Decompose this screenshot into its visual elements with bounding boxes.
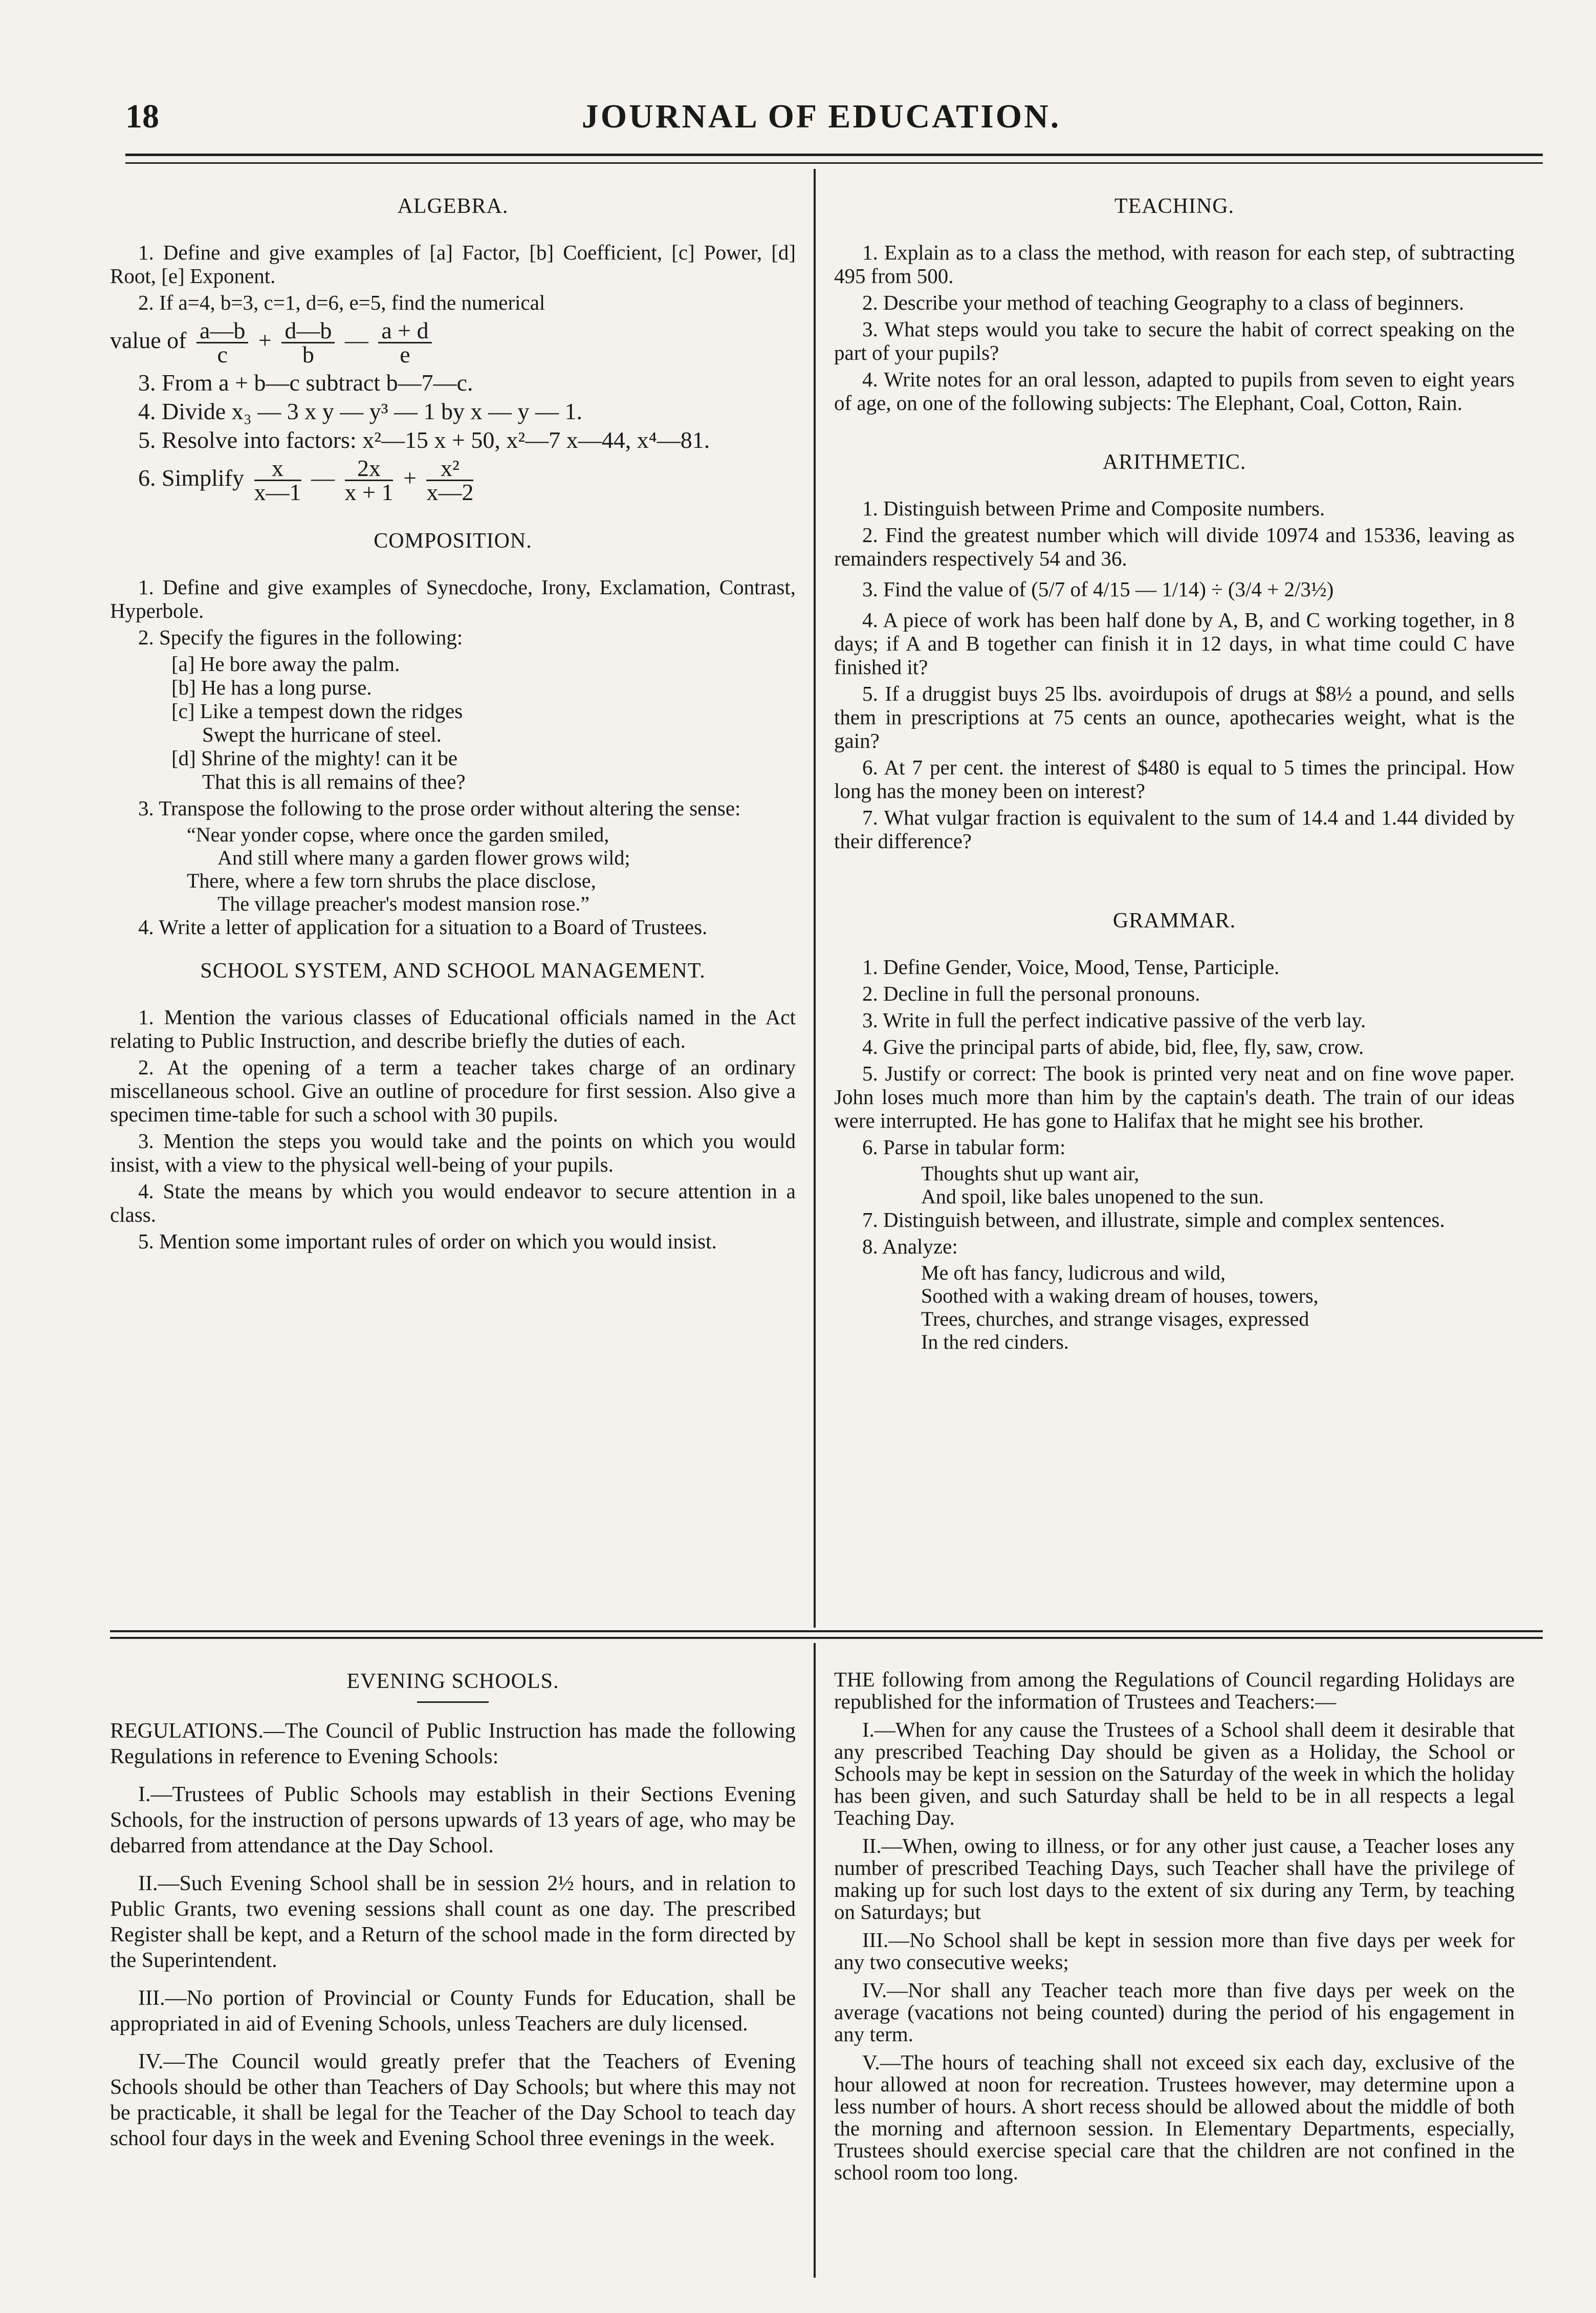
grammar-q2: 2. Decline in full the personal pronouns. — [862, 982, 1200, 1005]
grammar-q7: 7. Distinguish between, and illustrate, simple and complex sentences. — [862, 1208, 1445, 1231]
list-item: [a] He bore away the palm. — [171, 652, 400, 676]
teaching-section — [834, 194, 1515, 415]
grammar-q3: 3. Write in full the perfect indicative passive of the verb lay. — [862, 1008, 1366, 1032]
teaching-q1: 1. Explain as to a class the method, with reason for each step, of subtracting 495 from 500. — [834, 241, 1515, 288]
holidays-reg-1: I.—When for any cause the Trustees of a School shall deem it desirable that any prescribed Teaching Day should be given as a Holiday, the School or Schools may be kept in session on the Saturday of the week in which the holiday has been given, and such Saturday shall be held to be in all respects a legal Teaching Day. — [834, 1718, 1515, 1829]
verse-line: In the red cinders. — [921, 1330, 1069, 1353]
right-column-bottom — [834, 1669, 1515, 2190]
evening-schools-reg-2: II.—Such Evening School shall be in session 2½ hours, and in relation to Public Grants, two evening sessions shall count as one day. The prescribed Register shall be kept, and a Return of the school made in the form directed by the Superintendent. — [110, 1872, 796, 1972]
evening-schools-section — [110, 1669, 796, 2151]
verse-line: There, where a few torn shrubs the place disclose, — [187, 869, 596, 892]
algebra-q6-label: 6. Simplify — [138, 465, 245, 491]
algebra-q4: 4. Divide x₃ — 3 x y — y³ — 1 by x — y — 1. — [138, 398, 583, 424]
composition-q2: 2. Specify the figures in the following: — [138, 625, 463, 649]
school-system-q3: 3. Mention the steps you would take and the points on which you would insist, with a view to the physical well-being of your pupils. — [110, 1129, 796, 1176]
fraction: $\frac{a + d}{e}$ — [378, 319, 431, 366]
arithmetic-heading: ARITHMETIC. — [1102, 450, 1247, 474]
page-number: 18 — [125, 98, 159, 135]
school-system-section — [110, 959, 796, 1253]
right-column-top — [834, 194, 1515, 1353]
evening-schools-reg-1: I.—Trustees of Public Schools may establish in their Sections Evening Schools, for the instruction of persons upwards of 13 years of age, who may be debarred from attendance at the Day School. — [110, 1783, 796, 1857]
list-item: [d] Shrine of the mighty! can it be — [171, 746, 458, 770]
verse-line: Thoughts shut up want air, — [921, 1162, 1140, 1185]
section-divider-rule-2 — [110, 1637, 1543, 1639]
grammar-q1: 1. Define Gender, Voice, Mood, Tense, Participle. — [862, 955, 1280, 979]
grammar-q5: 5. Justify or correct: The book is printed very neat and on fine wove paper. John loses much more than him by the captain's death. The train of our ideas were interrupted. He has gone to Halifax that he might see his brother. — [834, 1062, 1515, 1132]
holidays-section — [834, 1669, 1515, 2184]
algebra-q3: 3. From a + b—c subtract b—7—c. — [138, 370, 473, 396]
holidays-reg-4: IV.—Nor shall any Teacher teach more than five days per week on the average (vacations not being counted) during the period of his engagement in any term. — [834, 1978, 1515, 2046]
grammar-q8-verse — [921, 1261, 1515, 1353]
school-system-q5: 5. Mention some important rules of order on which you would insist. — [138, 1229, 717, 1253]
grammar-section — [834, 909, 1515, 1353]
arithmetic-q1: 1. Distinguish between Prime and Composite numbers. — [862, 496, 1325, 520]
composition-q2-list — [171, 652, 796, 793]
composition-heading: COMPOSITION. — [374, 529, 532, 553]
verse-line: “Near yonder copse, where once the garden smiled, — [187, 823, 609, 846]
evening-schools-heading: EVENING SCHOOLS. — [346, 1670, 559, 1693]
list-item: That this is all remains of thee? — [202, 770, 466, 793]
algebra-q1: 1. Define and give examples of [a] Factor, [b] Coefficient, [c] Power, [d] Root, [e] Exponent. — [110, 241, 796, 288]
fraction: $\frac{\text{x²}}{x—2}$ — [426, 455, 474, 505]
holidays-reg-5: V.—The hours of teaching shall not exceed six each day, exclusive of the hour allowed at noon for recreation. Trustees however, may determine upon a less number of hours. A short recess should be allowed about the middle of both the morning and afternoon session. In Elementary Departments, especially, Trustees should exercise special care that the children are not confined in the school room too long. — [834, 2050, 1515, 2184]
algebra-q2-expression — [110, 319, 796, 366]
header-rule — [125, 154, 1543, 164]
operator: + — [258, 327, 272, 354]
algebra-q5: 5. Resolve into factors: x²—15 x + 50, x²—7 x—44, x⁴—81. — [138, 427, 710, 453]
school-system-q2: 2. At the opening of a term a teacher takes charge of an ordinary miscellaneous school. Give an outline of procedure for first session. Also give a specimen time-table for such a school with 30 pupils. — [110, 1055, 796, 1126]
composition-q1: 1. Define and give examples of Synecdoche, Irony, Exclamation, Contrast, Hyperbole. — [110, 575, 796, 622]
grammar-q8: 8. Analyze: — [862, 1235, 958, 1258]
evening-schools-reg-3: III.—No portion of Provincial or County Funds for Education, shall be appropriated in aid of Evening Schools, unless Teachers are duly licensed. — [110, 1986, 796, 2036]
composition-q4: 4. Write a letter of application for a situation to a Board of Trustees. — [138, 915, 708, 939]
arithmetic-section — [834, 450, 1515, 853]
column-divider-bottom — [814, 1643, 816, 2278]
evening-schools-intro: REGULATIONS.—The Council of Public Instruction has made the following Regulations in reference to Evening Schools: — [110, 1719, 796, 1768]
teaching-q4: 4. Write notes for an oral lesson, adapted to pupils from seven to eight years of age, on one of the following subjects: The Elephant, Coal, Cotton, Rain. — [834, 368, 1515, 415]
arithmetic-q7: 7. What vulgar fraction is equivalent to the sum of 14.4 and 1.44 divided by their difference? — [834, 806, 1515, 853]
arithmetic-q2: 2. Find the greatest number which will divide 10974 and 15336, leaving as remainders respectively 54 and 36. — [834, 523, 1515, 570]
journal-title: JOURNAL OF EDUCATION. — [581, 98, 1061, 135]
school-system-q4: 4. State the means by which you would endeavor to secure attention in a class. — [110, 1179, 796, 1226]
composition-q3: 3. Transpose the following to the prose order without altering the sense: — [138, 796, 741, 820]
verse-line: Me oft has fancy, ludicrous and wild, — [921, 1261, 1226, 1284]
arithmetic-q5: 5. If a druggist buys 25 lbs. avoirdupois of drugs at $8½ a pound, and sells them in prescriptions at 75 cents an ounce, apothecaries weight, what is the gain? — [834, 682, 1515, 752]
verse-line: The village preacher's modest mansion rose.” — [217, 892, 589, 915]
composition-section — [110, 529, 796, 939]
holidays-reg-2: II.—When, owing to illness, or for any other just cause, a Teacher loses any number of prescribed Teaching Days, such Teacher shall have the privilege of making up for such lost days to the extent of six during any Term, by teaching on Saturdays; but — [834, 1834, 1515, 1923]
school-system-q1: 1. Mention the various classes of Educational officials named in the Act relating to Public Instruction, and describe briefly the duties of each. — [110, 1005, 796, 1052]
arithmetic-q4: 4. A piece of work has been half done by A, B, and C working together, in 8 days; if A and B together can finish it in 12 days, in what time could C have finished it? — [834, 608, 1515, 679]
list-item: Swept the hurricane of steel. — [202, 723, 442, 746]
algebra-section — [110, 194, 796, 504]
operator: — — [344, 327, 368, 354]
section-divider-rule — [110, 1630, 1543, 1632]
verse-line: Soothed with a waking dream of houses, towers, — [921, 1284, 1319, 1307]
grammar-q4: 4. Give the principal parts of abide, bid, flee, fly, saw, crow. — [862, 1035, 1364, 1058]
left-column-bottom — [110, 1669, 796, 2164]
column-divider-top — [814, 169, 816, 1628]
fraction: $\frac{x}{x—1}$ — [254, 455, 301, 505]
algebra-q2-value-of: value of — [110, 327, 187, 354]
composition-q3-verse — [187, 823, 796, 915]
grammar-q6-verse — [921, 1162, 1515, 1208]
teaching-heading: TEACHING. — [1114, 194, 1235, 218]
arithmetic-q6: 6. At 7 per cent. the interest of $480 is equal to 5 times the principal. How long has the money been on interest? — [834, 755, 1515, 803]
holidays-reg-3: III.—No School shall be kept in session more than five days per week for any two consecutive weeks; — [834, 1928, 1515, 1974]
fraction: $\frac{2x}{x + 1}$ — [344, 455, 393, 505]
verse-line: And still where many a garden flower grows wild; — [217, 846, 630, 869]
algebra-heading: ALGEBRA. — [397, 194, 509, 218]
left-column-top — [110, 194, 796, 1256]
list-item: [c] Like a tempest down the ridges — [171, 699, 463, 723]
algebra-q6-expression — [138, 457, 796, 504]
list-item: [b] He has a long purse. — [171, 676, 372, 699]
verse-line: Trees, churches, and strange visages, expressed — [921, 1307, 1309, 1330]
grammar-heading: GRAMMAR. — [1112, 909, 1236, 933]
fraction: $\frac{d—b}{b}$ — [281, 319, 335, 366]
arithmetic-q3: 3. Find the value of (5/7 of 4/15 — 1/14) ÷ (3/4 + 2/3½) — [862, 577, 1334, 601]
school-system-heading: SCHOOL SYSTEM, AND SCHOOL MANAGEMENT. — [200, 959, 706, 983]
evening-schools-reg-4: IV.—The Council would greatly prefer that the Teachers of Evening Schools should be other than Teachers of Day Schools; but where this may not be practicable, it shall be legal for the Teacher of the Day School to teach day school four days in the week and Evening School three evenings in the week. — [110, 2050, 796, 2150]
algebra-q2: 2. If a=4, b=3, c=1, d=6, e=5, find the numerical — [138, 291, 545, 314]
holidays-intro: THE following from among the Regulations of Council regarding Holidays are republished for the information of Trustees and Teachers:— — [834, 1668, 1515, 1713]
operator: — — [311, 465, 335, 491]
page-header — [110, 97, 1533, 154]
teaching-q2: 2. Describe your method of teaching Geography to a class of beginners. — [862, 291, 1464, 314]
teaching-q3: 3. What steps would you take to secure the habit of correct speaking on the part of your pupils? — [834, 317, 1515, 364]
fraction: $\frac{a—b}{c}$ — [196, 319, 248, 366]
heading-rule — [417, 1701, 489, 1703]
verse-line: And spoil, like bales unopened to the sun. — [921, 1185, 1264, 1208]
grammar-q6: 6. Parse in tabular form: — [862, 1135, 1066, 1159]
operator: + — [403, 465, 417, 491]
